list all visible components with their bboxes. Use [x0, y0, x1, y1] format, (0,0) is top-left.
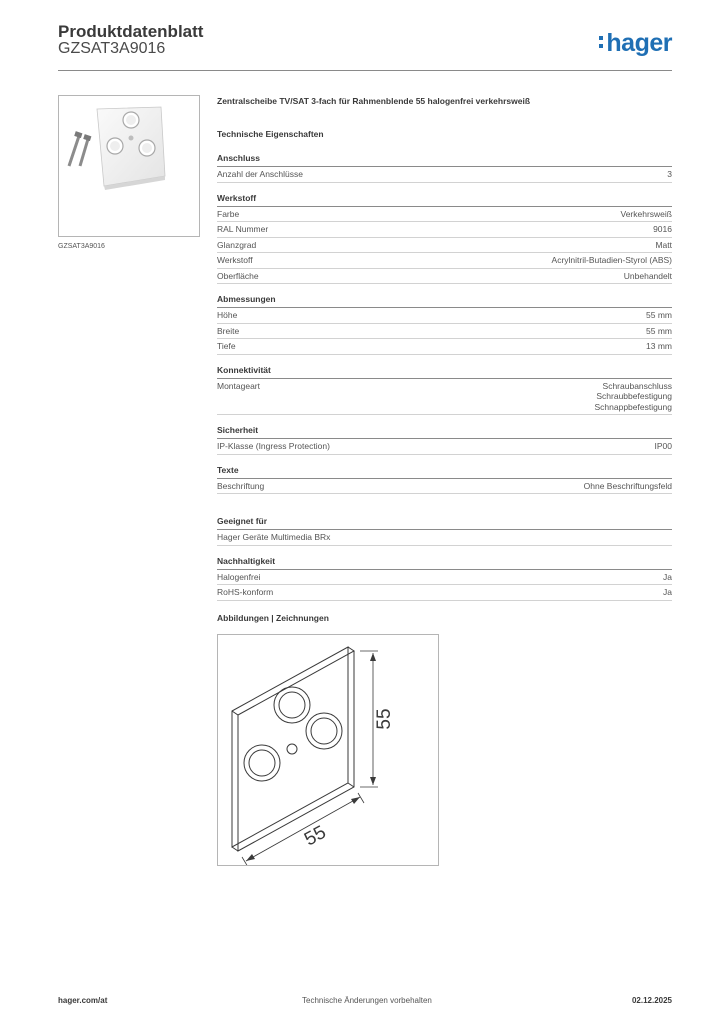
- property-row: [217, 379, 672, 416]
- section-nachhaltigkeit: [217, 556, 672, 601]
- product-details: [217, 96, 672, 623]
- cover-plate-photo-icon: [59, 96, 199, 236]
- property-value: Schnappbefestigung: [594, 401, 672, 412]
- property-value: Verkehrsweiß: [620, 208, 672, 219]
- property-row: [217, 585, 672, 601]
- section-title: Konnektivität: [217, 365, 672, 379]
- footer-date: 02.12.2025: [631, 996, 672, 1005]
- product-photo: [58, 95, 200, 237]
- property-value: Ja: [663, 571, 672, 582]
- property-value-list: [594, 381, 672, 413]
- property-value: Unbehandelt: [623, 270, 672, 281]
- property-value: Matt: [655, 239, 672, 250]
- property-value: 55 mm: [646, 325, 672, 336]
- product-title: Zentralscheibe TV/SAT 3-fach für Rahmenblende 55 halogenfrei verkehrsweiß: [217, 96, 531, 106]
- property-row: [217, 269, 672, 285]
- property-label: Tiefe: [217, 341, 236, 351]
- section-texte: [217, 465, 672, 495]
- property-label: RoHS-konform: [217, 587, 274, 597]
- dimension-drawing-icon: [218, 635, 438, 865]
- logo-wordmark: hager: [606, 29, 672, 57]
- property-row: [217, 439, 672, 455]
- technical-drawing: [217, 634, 439, 866]
- property-value: 3: [667, 169, 672, 179]
- section-abmessungen: [217, 294, 672, 355]
- property-label: Hager Geräte Multimedia BRx: [217, 532, 331, 542]
- property-value: 55 mm: [646, 310, 672, 320]
- property-row: [217, 530, 672, 546]
- property-label: Farbe: [217, 208, 240, 219]
- height-dimension-label: 55: [374, 708, 395, 730]
- section-title: Werkstoff: [217, 193, 672, 207]
- section-werkstoff: [217, 193, 672, 285]
- property-row: [217, 324, 672, 340]
- property-value: 9016: [653, 224, 672, 234]
- property-value: Ohne Beschriftungsfeld: [583, 480, 672, 491]
- property-value: IP00: [654, 441, 672, 451]
- section-title: Abmessungen: [217, 294, 672, 308]
- section-sicherheit: [217, 425, 672, 455]
- width-dimension-label: 55: [300, 821, 330, 851]
- document-title: Produktdatenblatt: [58, 22, 204, 41]
- drawings-heading: Abbildungen | Zeichnungen: [217, 612, 329, 623]
- section-anschluss: [217, 153, 672, 183]
- property-label: IP-Klasse (Ingress Protection): [217, 441, 330, 451]
- section-konnektivitaet: [217, 365, 672, 416]
- property-row: [217, 339, 672, 355]
- property-value: Acrylnitril-Butadien-Styrol (ABS): [551, 255, 672, 265]
- properties-heading: Technische Eigenschaften: [217, 129, 324, 139]
- property-label: Halogenfrei: [217, 571, 261, 582]
- section-title: Geeignet für: [217, 516, 672, 530]
- property-label: Werkstoff: [217, 255, 253, 265]
- property-label: Montageart: [217, 380, 260, 391]
- product-code: GZSAT3A9016: [58, 40, 166, 57]
- section-geeignet-fuer: [217, 516, 672, 546]
- section-title: Nachhaltigkeit: [217, 556, 672, 570]
- property-row: [217, 479, 672, 495]
- property-label: Breite: [217, 325, 240, 336]
- property-label: Glanzgrad: [217, 239, 257, 250]
- section-title: Anschluss: [217, 153, 672, 167]
- property-value: 13 mm: [646, 341, 672, 351]
- photo-caption: GZSAT3A9016: [58, 243, 105, 250]
- footer-website: hager.com/at: [58, 996, 108, 1005]
- property-label: Oberfläche: [217, 270, 259, 281]
- property-label: Beschriftung: [217, 480, 265, 491]
- logo-dots-icon: [599, 36, 604, 52]
- property-value: Schraubbefestigung: [596, 391, 672, 401]
- section-title: Texte: [217, 465, 672, 479]
- property-row: [217, 207, 672, 223]
- property-label: Anzahl der Anschlüsse: [217, 169, 303, 179]
- property-row: [217, 253, 672, 269]
- property-row: [217, 222, 672, 238]
- section-title: Sicherheit: [217, 425, 672, 439]
- property-row: [217, 308, 672, 324]
- property-label: Höhe: [217, 310, 238, 320]
- property-row: [217, 570, 672, 586]
- property-label: RAL Nummer: [217, 224, 269, 234]
- property-value: Schraubanschluss: [602, 380, 672, 391]
- property-row: [217, 238, 672, 254]
- property-row: [217, 167, 672, 183]
- page-header: [58, 20, 672, 71]
- footer-note: Technische Änderungen vorbehalten: [302, 996, 432, 1005]
- hager-logo: [599, 28, 672, 58]
- property-value: Ja: [663, 587, 672, 597]
